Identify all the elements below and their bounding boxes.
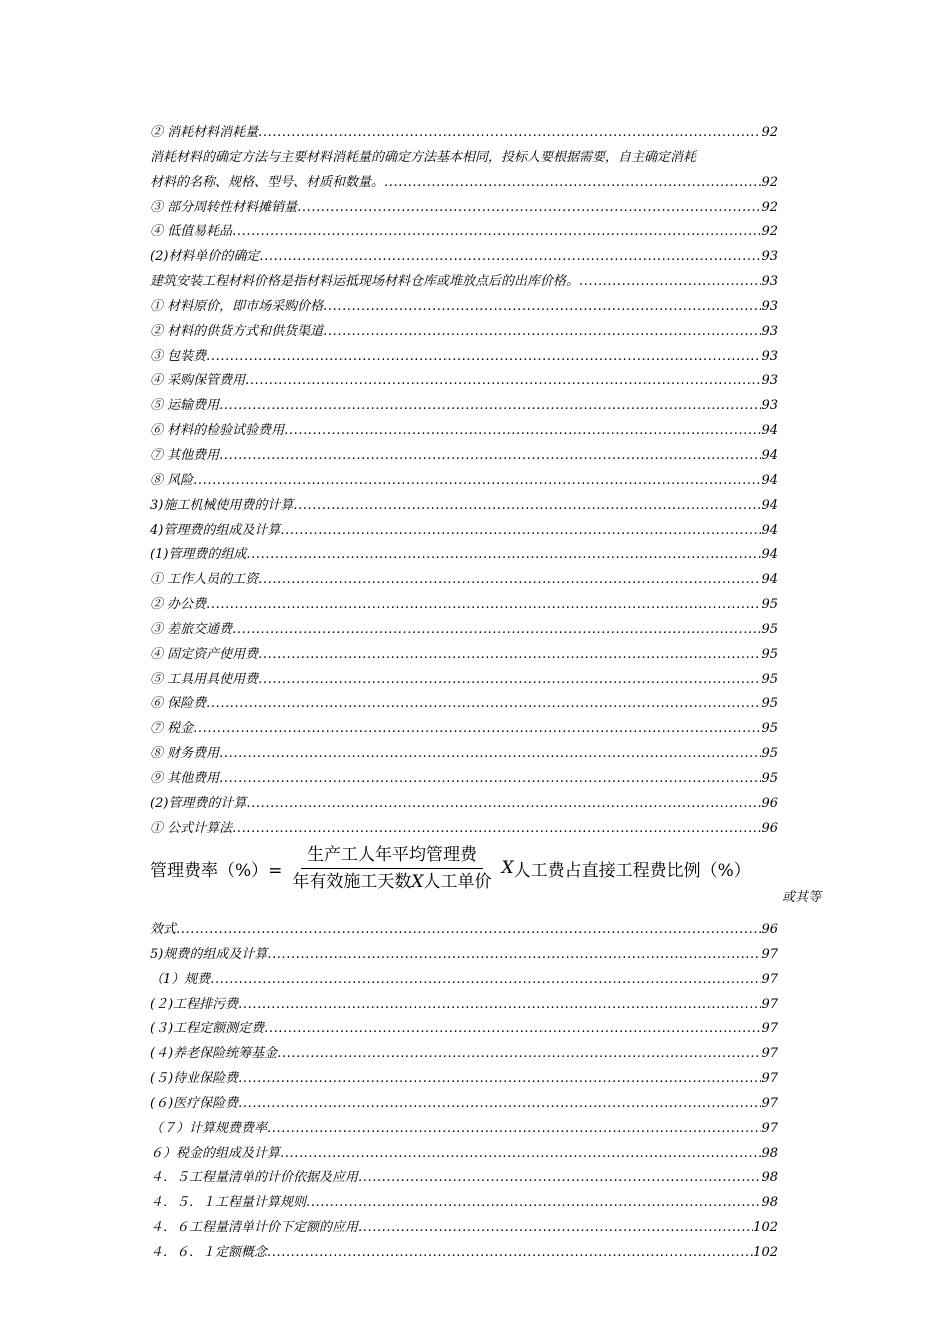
toc-paragraph-line: 消耗材料的确定方法与主要材料消耗量的确定方法基本相同，投标人要根据需要，自主确定消耗 <box>150 149 697 165</box>
toc-entry-title: (６)医疗保险费 <box>150 1095 239 1111</box>
toc-entry-title: (２)工程排污费 <box>150 996 239 1012</box>
toc-leader-dots <box>176 918 761 943</box>
toc-entry[interactable] <box>150 742 778 767</box>
toc-entry[interactable] <box>150 817 778 842</box>
toc-entry[interactable] <box>150 568 778 593</box>
toc-entry-title: ③ 差旅交通费 <box>150 621 233 637</box>
toc-entry-page: 95 <box>761 696 778 712</box>
toc-entry-title: 效式 <box>150 922 177 937</box>
toc-entry-page: 93 <box>761 323 778 339</box>
toc-entry-page: 94 <box>761 472 778 488</box>
toc-entry-title: ⑦ 其他费用 <box>150 447 220 463</box>
toc-entry-title: (2)材料单价的确定 <box>150 249 260 265</box>
toc-entry[interactable] <box>150 196 778 221</box>
toc-entry-title: ① 材料原价，即市场采购价格 <box>150 298 324 314</box>
toc-entry[interactable] <box>150 593 778 618</box>
toc-leader-dots <box>206 593 761 618</box>
toc-leader-dots <box>232 220 761 245</box>
toc-entry[interactable] <box>150 618 778 643</box>
toc-entry-title: 4)管理费的组成及计算 <box>150 522 281 538</box>
toc-entry-page: 98 <box>761 1170 778 1186</box>
toc-entry[interactable] <box>150 245 778 270</box>
toc-leader-dots <box>280 1142 761 1167</box>
toc-entry[interactable] <box>150 692 778 717</box>
toc-entry[interactable] <box>150 1092 778 1117</box>
formula-rhs: 人工费占直接工程费比例（%） <box>513 860 751 881</box>
toc-entry[interactable] <box>150 792 778 817</box>
toc-entry-title: ⑤ 工具用具使用费 <box>150 671 259 687</box>
toc-entry[interactable] <box>150 1017 778 1042</box>
toc-entry[interactable] <box>150 270 778 295</box>
toc-entry-title: ② 办公费 <box>150 597 207 613</box>
toc-entry-title: （1）规费 <box>150 971 211 987</box>
toc-leader-dots <box>193 717 761 742</box>
formula-denominator-text-2: 人工单价 <box>423 871 492 892</box>
toc-entry-page: 94 <box>761 522 778 538</box>
toc-entry[interactable] <box>150 469 778 494</box>
toc-entry-page: 96 <box>761 795 778 811</box>
toc-entry[interactable] <box>150 444 778 469</box>
toc-entry[interactable] <box>150 320 778 345</box>
toc-entry-title: ① 公式计算法 <box>150 820 233 836</box>
toc-leader-dots <box>232 817 761 842</box>
toc-leader-dots <box>258 643 761 668</box>
toc-entry-title: ⑥ 材料的检验试验费用 <box>150 423 285 439</box>
toc-entry-page: 98 <box>761 1145 778 1161</box>
toc-entry-page: 102 <box>753 1244 778 1260</box>
toc-entry-page: 102 <box>753 1220 778 1236</box>
toc-entry-page: 97 <box>761 1046 778 1062</box>
toc-leader-dots <box>358 1216 753 1241</box>
toc-leader-dots <box>258 121 761 146</box>
toc-entry-page: 95 <box>761 646 778 662</box>
toc-entry[interactable] <box>150 1067 778 1092</box>
toc-entry-page: 93 <box>761 274 778 290</box>
toc-entry-page: 95 <box>761 597 778 613</box>
toc-entry[interactable] <box>150 519 778 544</box>
toc-entry-title: ① 工作人员的工资 <box>150 572 259 588</box>
toc-entry-page: 97 <box>761 1120 778 1136</box>
toc-leader-dots <box>280 519 761 544</box>
formula-denominator <box>286 869 497 893</box>
toc-entry[interactable] <box>150 394 778 419</box>
toc-entry-title: ④ 低值易耗品 <box>150 224 233 240</box>
toc-entry-title: ④ 采购保管费用 <box>150 373 246 389</box>
toc-entry-page: 92 <box>761 224 778 240</box>
toc-entry-page: 93 <box>761 373 778 389</box>
toc-entry-title: ⑧ 财务费用 <box>150 746 220 762</box>
toc-entry-page: 94 <box>761 547 778 563</box>
toc-entry[interactable] <box>150 968 778 993</box>
toc-entry-title: ⑥ 保险费 <box>150 696 207 712</box>
toc-leader-dots <box>258 568 761 593</box>
toc-entry-title: ⑨ 其他费用 <box>150 770 220 786</box>
toc-entry-page: 95 <box>761 746 778 762</box>
toc-leader-dots <box>210 968 761 993</box>
toc-entry-page: 97 <box>761 971 778 987</box>
toc-entry-title: ⑦ 税金 <box>150 721 194 737</box>
toc-entry-page: 93 <box>761 348 778 364</box>
management-fee-formula <box>150 842 830 894</box>
toc-leader-dots <box>323 295 761 320</box>
toc-entry[interactable] <box>150 943 778 968</box>
toc-entry[interactable] <box>150 1216 778 1241</box>
toc-entry-title: ③ 包装费 <box>150 348 207 364</box>
formula-multiply-sign: X <box>411 871 424 892</box>
toc-entry[interactable] <box>150 369 778 394</box>
equiv-note: 或其等 <box>782 890 822 905</box>
toc-entry-page: 94 <box>761 572 778 588</box>
toc-leader-dots <box>277 1042 761 1067</box>
toc-entry-page: 94 <box>761 497 778 513</box>
toc-leader-dots <box>246 792 761 817</box>
toc-entry-title: ４．６．１定额概念 <box>150 1244 268 1260</box>
toc-entry-page: 94 <box>761 447 778 463</box>
toc-entry[interactable] <box>150 1042 778 1067</box>
toc-entry-title: ４．５工程量清单的计价依据及应用 <box>150 1170 359 1186</box>
toc-entry-page: 93 <box>761 398 778 414</box>
toc-entry[interactable] <box>150 494 778 519</box>
toc-entry-page: 97 <box>761 1021 778 1037</box>
toc-entry-page: 97 <box>761 1095 778 1111</box>
toc-section-2 <box>150 918 778 1266</box>
toc-entry-page: 92 <box>761 199 778 215</box>
toc-leader-dots <box>293 494 761 519</box>
toc-entry-title: 建筑安装工程材料价格是指材料运抵现场材料仓库或堆放点后的出库价格。 <box>150 274 580 290</box>
formula-lhs: 管理费率（%）= <box>150 860 283 881</box>
toc-entry[interactable] <box>150 220 778 245</box>
toc-leader-dots <box>267 943 761 968</box>
toc-entry-title: (1)管理费的组成 <box>150 547 247 563</box>
toc-entry[interactable] <box>150 121 778 146</box>
toc-entry-page: 93 <box>761 298 778 314</box>
toc-entry-page: 97 <box>761 946 778 962</box>
toc-leader-dots <box>238 1067 761 1092</box>
toc-entry-page: 96 <box>761 820 778 836</box>
toc-entry-page: 95 <box>761 671 778 687</box>
toc-entry-title: 材料的名称、规格、型号、材质和数量。 <box>150 174 385 190</box>
toc-entry[interactable] <box>150 993 778 1018</box>
toc-leader-dots <box>358 1166 761 1191</box>
toc-entry-page: 95 <box>761 721 778 737</box>
toc-entry-title: ４．６工程量清单计价下定额的应用 <box>150 1220 359 1236</box>
toc-entry[interactable] <box>150 918 778 943</box>
toc-entry[interactable] <box>150 1241 778 1266</box>
toc-leader-dots <box>264 1017 761 1042</box>
toc-entry-page: 94 <box>761 423 778 439</box>
toc-leader-dots <box>306 1191 761 1216</box>
toc-leader-dots <box>267 1241 753 1266</box>
toc-section-1 <box>150 121 778 841</box>
toc-entry-title: ④ 固定资产使用费 <box>150 646 259 662</box>
toc-entry-title: (2)管理费的计算 <box>150 795 247 811</box>
toc-leader-dots <box>267 1117 761 1142</box>
toc-leader-dots <box>193 469 761 494</box>
toc-entry-page: 96 <box>761 922 778 937</box>
toc-leader-dots <box>206 345 761 370</box>
toc-entry-title: （７）计算规费费率 <box>150 1120 268 1136</box>
toc-entry-page: 98 <box>761 1195 778 1211</box>
toc-leader-dots <box>219 444 761 469</box>
toc-leader-dots <box>246 543 761 568</box>
toc-leader-dots <box>219 394 761 419</box>
formula-denominator-text: 年有效施工天数 <box>292 871 412 892</box>
toc-entry[interactable] <box>150 1117 778 1142</box>
toc-entry[interactable] <box>150 345 778 370</box>
toc-entry-title: ４．５．１工程量计算规则 <box>150 1195 307 1211</box>
toc-entry[interactable] <box>150 1166 778 1191</box>
toc-leader-dots <box>206 692 761 717</box>
toc-entry-page: 97 <box>761 996 778 1012</box>
toc-entry[interactable] <box>150 419 778 444</box>
toc-entry[interactable] <box>150 643 778 668</box>
formula-multiply-sign-2: X <box>501 858 514 878</box>
toc-entry[interactable] <box>150 717 778 742</box>
toc-entry-page: 97 <box>761 1071 778 1087</box>
toc-leader-dots <box>238 1092 761 1117</box>
toc-entry-title: ② 材料的供货方式和供货渠道 <box>150 323 324 339</box>
toc-entry[interactable] <box>150 171 778 196</box>
toc-leader-dots <box>238 993 761 1018</box>
toc-leader-dots <box>232 618 761 643</box>
toc-entry-page: 92 <box>761 174 778 190</box>
formula-numerator: 生产工人年平均管理费 <box>301 844 483 869</box>
toc-entry-title: ⑤ 运输费用 <box>150 398 220 414</box>
toc-entry-title: ② 消耗材料消耗量 <box>150 125 259 140</box>
toc-entry-page: 93 <box>761 249 778 265</box>
toc-leader-dots <box>297 196 761 221</box>
toc-leader-dots <box>384 171 761 196</box>
toc-leader-dots <box>258 668 761 693</box>
toc-entry-page: 92 <box>761 125 778 140</box>
toc-leader-dots <box>579 270 761 295</box>
toc-entry-page: 95 <box>761 621 778 637</box>
toc-leader-dots <box>219 742 761 767</box>
toc-leader-dots <box>245 369 761 394</box>
toc-entry-title: (５)待业保险费 <box>150 1071 239 1087</box>
toc-entry-title: ６）税金的组成及计算 <box>150 1145 281 1161</box>
toc-entry[interactable] <box>150 295 778 320</box>
toc-entry-title: ③ 部分周转性材料摊销量 <box>150 199 298 215</box>
toc-leader-dots <box>284 419 761 444</box>
toc-entry-title: 5)规费的组成及计算 <box>150 946 268 962</box>
toc-entry-page: 95 <box>761 770 778 786</box>
toc-entry[interactable] <box>150 1191 778 1216</box>
toc-entry-title: ⑧ 风险 <box>150 472 194 488</box>
toc-leader-dots <box>323 320 761 345</box>
toc-leader-dots <box>259 245 761 270</box>
toc-entry[interactable] <box>150 767 778 792</box>
toc-entry[interactable] <box>150 1142 778 1167</box>
toc-entry-title: (３)工程定额测定费 <box>150 1021 265 1037</box>
toc-leader-dots <box>219 767 761 792</box>
toc-entry[interactable] <box>150 543 778 568</box>
formula-fraction <box>286 844 497 893</box>
toc-entry-title: (４)养老保险统筹基金 <box>150 1046 278 1062</box>
toc-entry-title: 3)施工机械使用费的计算 <box>150 497 294 513</box>
toc-entry[interactable] <box>150 668 778 693</box>
